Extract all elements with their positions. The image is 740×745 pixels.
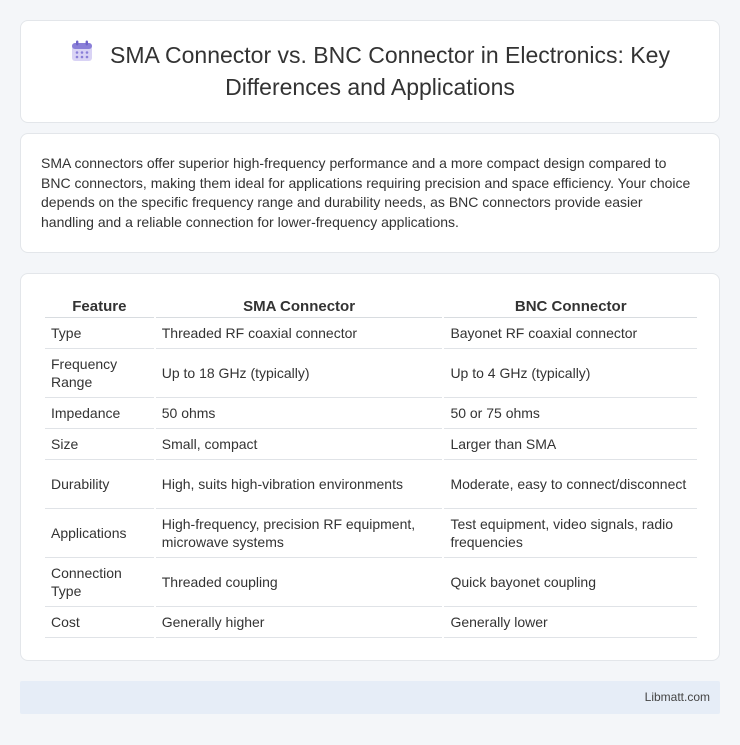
sma-cell: High-frequency, precision RF equipment, microwave systems [156,509,443,558]
table-row [45,349,697,398]
bnc-cell: 50 or 75 ohms [444,398,697,429]
table-header-row [45,296,697,318]
header-feature: Feature [45,296,154,318]
table-row [45,509,697,558]
feature-cell: Type [45,318,154,349]
feature-cell: Cost [45,607,154,638]
table-row [45,398,697,429]
sma-cell: High, suits high-vibration environments [156,460,443,509]
header-bnc: BNC Connector [444,296,697,318]
table-row [45,558,697,607]
sma-cell: Up to 18 GHz (typically) [156,349,443,398]
comparison-table-card [20,273,720,661]
sma-cell: Threaded RF coaxial connector [156,318,443,349]
feature-cell: Frequency Range [45,349,154,398]
bnc-cell: Bayonet RF coaxial connector [444,318,697,349]
bnc-cell: Larger than SMA [444,429,697,460]
table-row [45,460,697,509]
header-sma: SMA Connector [156,296,443,318]
bnc-cell: Generally lower [444,607,697,638]
table-row [45,607,697,638]
sma-cell: Generally higher [156,607,443,638]
table-row [45,429,697,460]
calendar-icon [70,39,94,70]
bnc-cell: Moderate, easy to connect/disconnect [444,460,697,509]
feature-cell: Size [45,429,154,460]
summary-text: SMA connectors offer superior high-frequency performance and a more compact design compared to BNC connectors, making them ideal for applications requiring precision and space efficiency. Your choice depends on the specific frequency range and durability needs, as BNC connectors provide easier handling and a reliable connection for lower-frequency applications. [41,155,691,230]
table-row [45,318,697,349]
feature-cell: Connection Type [45,558,154,607]
comparison-table [43,296,699,638]
feature-cell: Durability [45,460,154,509]
bnc-cell: Up to 4 GHz (typically) [444,349,697,398]
footer-bar [20,681,720,714]
sma-cell: 50 ohms [156,398,443,429]
bnc-cell: Test equipment, video signals, radio frequencies [444,509,697,558]
title-card [20,20,720,123]
feature-cell: Impedance [45,398,154,429]
page-title [51,41,689,101]
feature-cell: Applications [45,509,154,558]
sma-cell: Small, compact [156,429,443,460]
page-title-text: SMA Connector vs. BNC Connector in Electronics: Key Differences and Applications [110,42,670,100]
bnc-cell: Quick bayonet coupling [444,558,697,607]
sma-cell: Threaded coupling [156,558,443,607]
summary-card [20,133,720,253]
footer-brand-link[interactable]: Libmatt.com [644,690,710,704]
